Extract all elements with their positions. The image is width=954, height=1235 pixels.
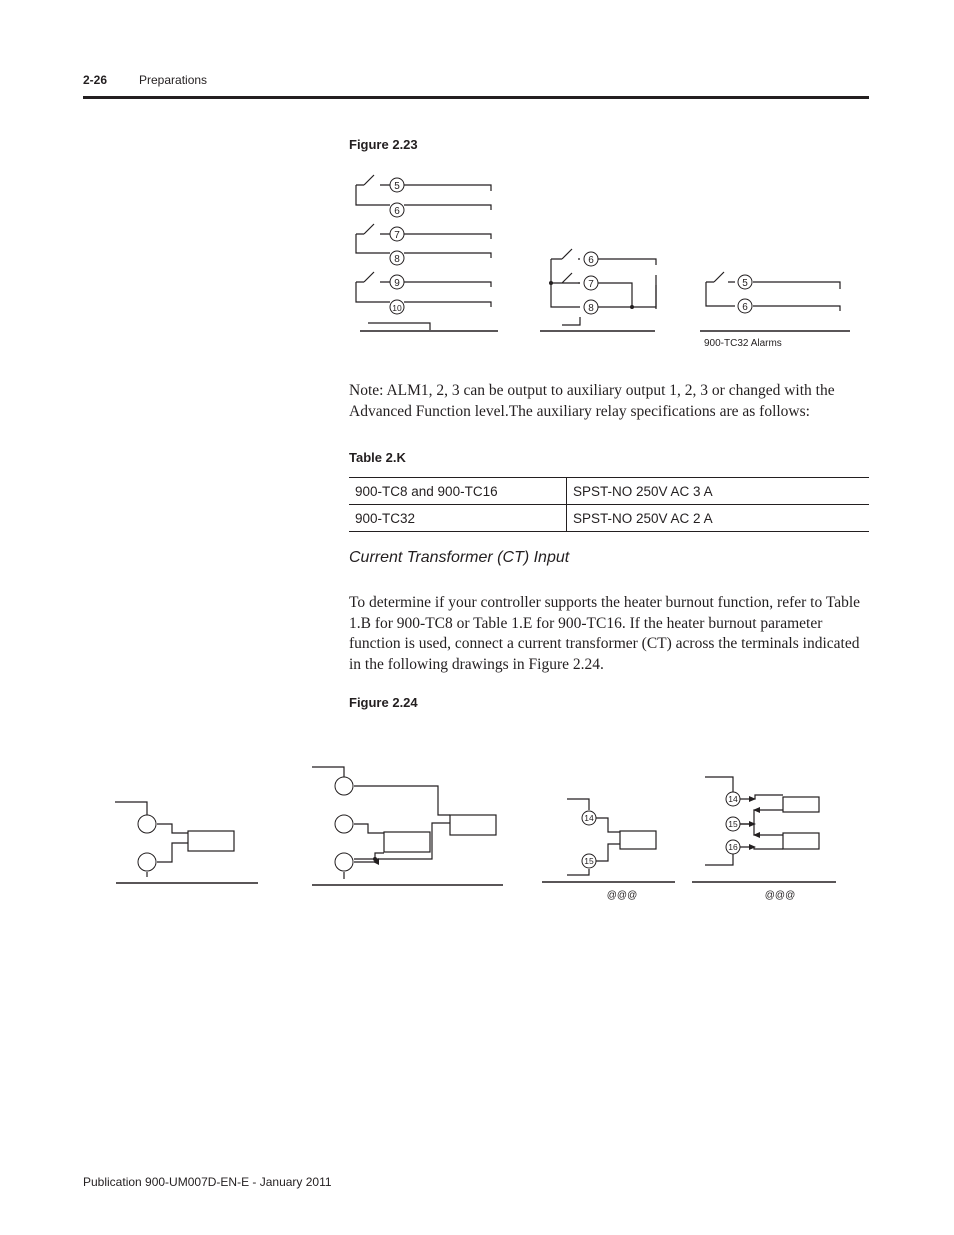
section-heading: Current Transformer (CT) Input — [349, 549, 570, 566]
ct-wiring-4 — [692, 777, 836, 882]
ct-wiring-3 — [542, 799, 675, 882]
ct-wiring-1 — [115, 802, 258, 883]
ct-paragraph: To determine if your controller supports the heater burnout function, refer to Table 1.B for 900-TC8 or Table 1.E for 900-TC16. If the heater burnout parameter function is used, connect a current transformer (CT) across the terminals indicated in the following drawings in Figure 2.24. — [349, 594, 861, 673]
terminal-label: 6 — [588, 255, 594, 266]
terminal-label: 7 — [394, 230, 400, 241]
header-rule — [83, 96, 869, 99]
terminal-label: 5 — [742, 278, 748, 289]
terminal-label: 15 — [584, 856, 594, 866]
diagram-label: @@@ — [606, 890, 638, 901]
table-row — [349, 505, 869, 532]
section-title: Preparations — [139, 73, 208, 87]
terminal-label: 16 — [728, 842, 738, 852]
terminal-label: 8 — [588, 303, 594, 314]
figure-2-23-diagram — [340, 165, 870, 355]
terminal-label: 6 — [394, 206, 400, 217]
note-paragraph: Note: ALM1, 2, 3 can be output to auxiliary output 1, 2, 3 or changed with the Advanced Function level.The auxiliary relay specifications are as follows: — [349, 382, 835, 420]
footer-publication: Publication 900-UM007D-EN-E - January 2011 — [83, 1175, 332, 1189]
figure-2-24-caption: Figure 2.24 — [349, 695, 418, 710]
diagram-label-tc32-alarms: 900-TC32 Alarms — [704, 338, 782, 349]
terminal-label: 14 — [584, 813, 594, 823]
page-number: 2-26 — [83, 73, 108, 87]
table-cell: SPST-NO 250V AC 2 A — [567, 505, 870, 532]
table-cell: 900-TC8 and 900-TC16 — [349, 478, 567, 505]
figure-2-24-diagram — [100, 755, 860, 905]
terminal-label: 9 — [394, 278, 400, 289]
terminal-label: 14 — [728, 794, 738, 804]
terminal-label: 8 — [394, 254, 400, 265]
terminal-label: 7 — [588, 279, 594, 290]
relay-spec-table — [349, 477, 869, 532]
terminal-label: 15 — [728, 819, 738, 829]
diagram-label: @@@ — [764, 890, 796, 901]
terminal-label: 5 — [394, 181, 400, 192]
terminal-label: 6 — [742, 302, 748, 313]
alarm-wiring-right — [700, 272, 850, 331]
table-cell: 900-TC32 — [349, 505, 567, 532]
figure-2-23-caption: Figure 2.23 — [349, 137, 418, 152]
table-k-caption: Table 2.K — [349, 450, 406, 465]
terminal-label: 10 — [392, 303, 402, 313]
table-cell: SPST-NO 250V AC 3 A — [567, 478, 870, 505]
table-row — [349, 478, 869, 505]
alarm-wiring-left — [356, 175, 498, 331]
